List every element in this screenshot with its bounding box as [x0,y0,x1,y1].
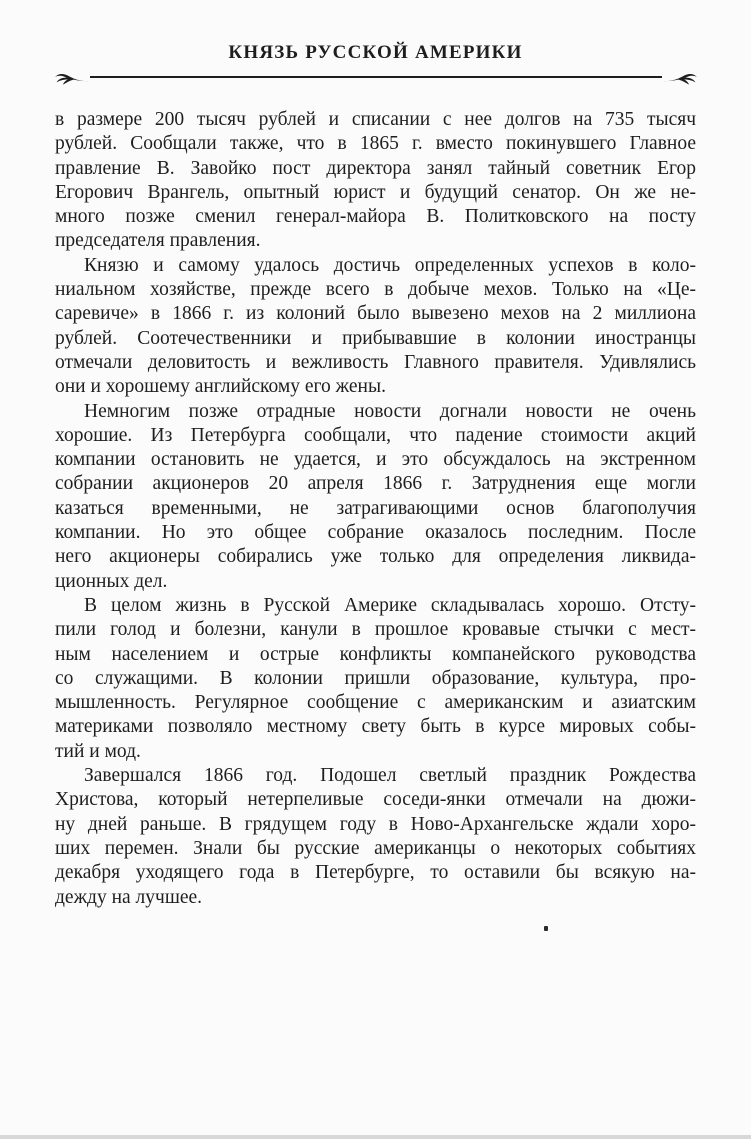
paragraph [55,594,696,764]
text-line: ционных дел. [55,570,168,592]
text-line: рублей. Соотечественники и прибывавшие в колонии иностранцы [55,327,696,349]
text-line: дежду на лучшее. [55,886,203,908]
text-line: Князю и самому удалось достичь определенных успехов в коло- [84,254,696,276]
paragraph [55,108,696,254]
running-title: КНЯЗЬ РУССКОЙ АМЕРИКИ [228,42,523,63]
text-line: много позже сменил генерал-майора В. Политковского на посту [55,206,696,228]
horizontal-rule [90,76,662,78]
text-line: ным населением и острые конфликты компанейского руководства [55,643,696,665]
text-line: председателя правления. [55,230,261,252]
flourish-left-icon [54,70,92,85]
text-line: мышленность. Регулярное сообщение с американским и азиатским [55,692,696,714]
text-line: ших перемен. Знали бы русские американцы о некоторых событиях [55,837,696,859]
text-line: Христова, который нетерпеливые соседи-янки отмечали на дюжи- [55,789,696,811]
text-line: декабря уходящего года в Петербурге, то оставили бы всякую на- [55,862,696,884]
text-line: Немногим позже отрадные новости догнали новости не очень [84,400,696,422]
text-line: компании. Но это общее собрание оказалось последним. После [55,522,696,544]
text-line: правление В. Завойко пост директора занял тайный советник Егор [55,157,696,179]
paragraph [55,400,696,594]
text-line: рублей. Сообщали также, что в 1865 г. вместо покинувшего Главное [55,133,696,155]
text-line: ну дней раньше. В грядущем году в Ново-Архангельске ждали хоро- [55,813,696,835]
text-line: со служащими. В колонии пришли образование, культура, про- [55,667,696,689]
flourish-right-icon [660,70,698,85]
text-line: пили голод и болезни, канули в прошлое кровавые стычки с мест- [55,619,696,641]
body-text [55,108,696,910]
paragraph [55,764,696,910]
text-line: в размере 200 тысяч рублей и списании с нее долгов на 735 тысяч [55,109,696,130]
text-line: материками позволяло местному свету быть в курсе мировых собы- [55,716,696,738]
header-rule [54,67,698,87]
scan-edge [0,1135,751,1139]
text-line: тий и мод. [55,740,141,762]
text-line: саревиче» в 1866 г. из колоний было вывезено мехов на 2 миллиона [55,303,696,325]
text-line: Завершался 1866 год. Подошел светлый праздник Рождества [84,765,696,787]
text-line: хорошие. Из Петербурга сообщали, что падение стоимости акций [55,424,696,446]
text-line: собрании акционеров 20 апреля 1866 г. Затруднения еще могли [55,473,696,495]
text-line: компании остановить не удается, и это обсуждалось на экстренном [55,449,696,471]
text-line: ниальном хозяйстве, прежде всего в добыче мехов. Только на «Це- [55,279,696,301]
text-line: отмечали деловитость и вежливость Главного правителя. Удивлялись [55,351,696,373]
paragraph [55,254,696,400]
text-line: они и хорошему английскому его жены. [55,376,386,398]
text-line: В целом жизнь в Русской Америке складывалась хорошо. Отсту- [84,594,696,616]
text-line: него акционеры собирались уже только для определения ликвида- [55,546,696,568]
scan-speck [544,926,548,931]
text-line: Егорович Врангель, опытный юрист и будущий сенатор. Он же не- [55,181,696,203]
text-line: казаться временными, не затрагивающими основ благополучия [55,497,696,519]
